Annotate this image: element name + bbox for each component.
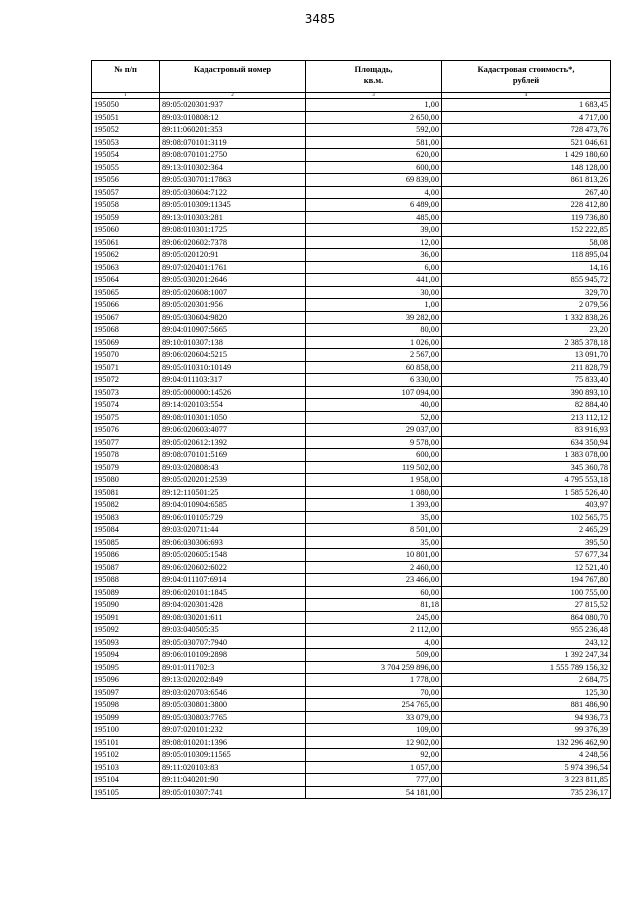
- table-row: [92, 336, 611, 349]
- cadastral-cost: 57 677,34: [442, 549, 611, 562]
- cadastral-cost: 403,97: [442, 499, 611, 512]
- area-value: 119 502,00: [306, 461, 442, 474]
- cadastral-number: 89:11:060201:353: [160, 124, 306, 137]
- table-row: [92, 374, 611, 387]
- area-value: 441,00: [306, 274, 442, 287]
- area-value: 592,00: [306, 124, 442, 137]
- area-value: 1 778,00: [306, 674, 442, 687]
- area-value: 6 330,00: [306, 374, 442, 387]
- cadastral-cost: 1 332 838,26: [442, 311, 611, 324]
- cadastral-number: 89:05:030201:2646: [160, 274, 306, 287]
- cadastral-cost: 94 936,73: [442, 711, 611, 724]
- row-number: 195080: [92, 474, 160, 487]
- row-number: 195104: [92, 774, 160, 787]
- row-number: 195082: [92, 499, 160, 512]
- row-number: 195090: [92, 599, 160, 612]
- row-number: 195068: [92, 324, 160, 337]
- row-number: 195088: [92, 574, 160, 587]
- table-row: [92, 499, 611, 512]
- area-value: 777,00: [306, 774, 442, 787]
- row-number: 195064: [92, 274, 160, 287]
- page-number: 3485: [304, 12, 336, 26]
- row-number: 195084: [92, 524, 160, 537]
- cadastral-number: 89:05:020612:1392: [160, 436, 306, 449]
- cadastral-cost: 735 236,17: [442, 786, 611, 799]
- cadastral-number: 89:13:020202:849: [160, 674, 306, 687]
- cadastral-number: 89:06:020604:5215: [160, 349, 306, 362]
- row-number: 195073: [92, 386, 160, 399]
- cadastral-cost: 864 080,70: [442, 611, 611, 624]
- header-area: Площадь, кв.м.: [306, 61, 442, 93]
- area-value: 9 578,00: [306, 436, 442, 449]
- cadastral-number: 89:05:030604:9820: [160, 311, 306, 324]
- area-value: 3 704 259 896,00: [306, 661, 442, 674]
- cadastral-number: 89:08:070101:3119: [160, 136, 306, 149]
- table-row: [92, 699, 611, 712]
- cadastral-cost: 634 350,94: [442, 436, 611, 449]
- area-value: 6,00: [306, 261, 442, 274]
- cadastral-number: 89:06:020602:6022: [160, 561, 306, 574]
- area-value: 1 057,00: [306, 761, 442, 774]
- area-value: 245,00: [306, 611, 442, 624]
- cadastral-number: 89:03:020808:43: [160, 461, 306, 474]
- table-row: [92, 299, 611, 312]
- area-value: 12 902,00: [306, 736, 442, 749]
- cadastral-cost: 521 046,61: [442, 136, 611, 149]
- row-number: 195077: [92, 436, 160, 449]
- row-number: 195086: [92, 549, 160, 562]
- cadastral-cost: 12 521,40: [442, 561, 611, 574]
- cadastral-cost: 2 465,29: [442, 524, 611, 537]
- cadastral-number: 89:08:010301:1050: [160, 411, 306, 424]
- cadastral-table: [91, 60, 611, 799]
- row-number: 195102: [92, 749, 160, 762]
- cadastral-cost: 881 486,90: [442, 699, 611, 712]
- table-body: [92, 99, 611, 799]
- cadastral-number: 89:07:020101:232: [160, 724, 306, 737]
- cadastral-cost: 75 833,40: [442, 374, 611, 387]
- area-value: 30,00: [306, 286, 442, 299]
- row-number: 195087: [92, 561, 160, 574]
- row-number: 195076: [92, 424, 160, 437]
- cadastral-number: 89:03:010808:12: [160, 111, 306, 124]
- cadastral-number: 89:05:010309:11345: [160, 199, 306, 212]
- cadastral-number: 89:08:010301:1725: [160, 224, 306, 237]
- table-row: [92, 599, 611, 612]
- area-value: 40,00: [306, 399, 442, 412]
- cadastral-cost: 4 248,56: [442, 749, 611, 762]
- table-row: [92, 774, 611, 787]
- area-value: 39 282,00: [306, 311, 442, 324]
- table-row: [92, 386, 611, 399]
- cadastral-cost: 955 236,48: [442, 624, 611, 637]
- cadastral-number: 89:05:000000:14526: [160, 386, 306, 399]
- table-row: [92, 786, 611, 799]
- cadastral-number: 89:08:070101:2750: [160, 149, 306, 162]
- table-row: [92, 349, 611, 362]
- cadastral-cost: 855 945,72: [442, 274, 611, 287]
- cadastral-number: 89:03:020711:44: [160, 524, 306, 537]
- row-number: 195105: [92, 786, 160, 799]
- row-number: 195066: [92, 299, 160, 312]
- table-row: [92, 624, 611, 637]
- cadastral-number: 89:04:010907:5665: [160, 324, 306, 337]
- cadastral-cost: 1 555 789 156,32: [442, 661, 611, 674]
- row-number: 195103: [92, 761, 160, 774]
- cadastral-number: 89:05:030701:17863: [160, 174, 306, 187]
- cadastral-number: 89:05:030803:7765: [160, 711, 306, 724]
- cadastral-number: 89:05:020301:937: [160, 99, 306, 112]
- area-value: 1,00: [306, 299, 442, 312]
- cadastral-number: 89:01:011702:3: [160, 661, 306, 674]
- area-value: 12,00: [306, 236, 442, 249]
- table-row: [92, 649, 611, 662]
- area-value: 35,00: [306, 511, 442, 524]
- cadastral-cost: 2 385 378,18: [442, 336, 611, 349]
- area-value: 1 080,00: [306, 486, 442, 499]
- table-row: [92, 399, 611, 412]
- row-number: 195060: [92, 224, 160, 237]
- cadastral-number: 89:05:010309:11565: [160, 749, 306, 762]
- row-number: 195097: [92, 686, 160, 699]
- cadastral-cost: 5 974 396,54: [442, 761, 611, 774]
- row-number: 195072: [92, 374, 160, 387]
- row-number: 195061: [92, 236, 160, 249]
- cadastral-number: 89:06:020101:1845: [160, 586, 306, 599]
- cadastral-number: 89:13:010302:364: [160, 161, 306, 174]
- cadastral-number: 89:08:010201:1396: [160, 736, 306, 749]
- cadastral-number: 89:05:020301:956: [160, 299, 306, 312]
- column-number: 1: [92, 93, 160, 99]
- cadastral-number: 89:06:030306:693: [160, 536, 306, 549]
- cadastral-number: 89:03:020703:6546: [160, 686, 306, 699]
- row-number: 195056: [92, 174, 160, 187]
- cadastral-cost: 13 091,70: [442, 349, 611, 362]
- table-row: [92, 249, 611, 262]
- area-value: 29 037,00: [306, 424, 442, 437]
- table-row: [92, 224, 611, 237]
- row-number: 195098: [92, 699, 160, 712]
- area-value: 2 460,00: [306, 561, 442, 574]
- cadastral-number: 89:04:020301:428: [160, 599, 306, 612]
- table-row: [92, 724, 611, 737]
- table-row: [92, 586, 611, 599]
- row-number: 195071: [92, 361, 160, 374]
- area-value: 10 801,00: [306, 549, 442, 562]
- row-number: 195094: [92, 649, 160, 662]
- row-number: 195101: [92, 736, 160, 749]
- area-value: 80,00: [306, 324, 442, 337]
- table-row: [92, 286, 611, 299]
- header-row: [92, 61, 611, 93]
- cadastral-number: 89:08:070101:5169: [160, 449, 306, 462]
- area-value: 2 112,00: [306, 624, 442, 637]
- cadastral-cost: 194 767,80: [442, 574, 611, 587]
- cadastral-cost: 1 429 180,60: [442, 149, 611, 162]
- row-number: 195091: [92, 611, 160, 624]
- cadastral-number: 89:05:030604:7122: [160, 186, 306, 199]
- cadastral-cost: 27 815,52: [442, 599, 611, 612]
- area-value: 6 489,00: [306, 199, 442, 212]
- cadastral-cost: 125,30: [442, 686, 611, 699]
- table-row: [92, 749, 611, 762]
- cadastral-cost: 1 585 526,40: [442, 486, 611, 499]
- row-number: 195069: [92, 336, 160, 349]
- area-value: 2 650,00: [306, 111, 442, 124]
- table-row: [92, 574, 611, 587]
- table-row: [92, 274, 611, 287]
- cadastral-cost: 100 755,00: [442, 586, 611, 599]
- row-number: 195081: [92, 486, 160, 499]
- cadastral-number: 89:04:011107:6914: [160, 574, 306, 587]
- area-value: 2 567,00: [306, 349, 442, 362]
- cadastral-cost: 99 376,39: [442, 724, 611, 737]
- area-value: 92,00: [306, 749, 442, 762]
- table-row: [92, 149, 611, 162]
- table-row: [92, 436, 611, 449]
- table-row: [92, 424, 611, 437]
- cadastral-number: 89:05:010310:10149: [160, 361, 306, 374]
- area-value: 254 765,00: [306, 699, 442, 712]
- table-row: [92, 236, 611, 249]
- header-cadastral-number: Кадастровый номер: [160, 61, 306, 93]
- cadastral-cost: 2 079,56: [442, 299, 611, 312]
- row-number: 195067: [92, 311, 160, 324]
- cadastral-cost: 4 717,00: [442, 111, 611, 124]
- cadastral-number: 89:10:010307:138: [160, 336, 306, 349]
- area-value: 1 958,00: [306, 474, 442, 487]
- table-row: [92, 124, 611, 137]
- cadastral-cost: 345 360,78: [442, 461, 611, 474]
- cadastral-number: 89:05:020120:91: [160, 249, 306, 262]
- table-row: [92, 136, 611, 149]
- row-number: 195079: [92, 461, 160, 474]
- cadastral-cost: 1 392 247,34: [442, 649, 611, 662]
- table-row: [92, 199, 611, 212]
- row-number: 195099: [92, 711, 160, 724]
- table-row: [92, 661, 611, 674]
- cadastral-cost: 14,16: [442, 261, 611, 274]
- area-value: 60 858,00: [306, 361, 442, 374]
- cadastral-cost: 211 828,79: [442, 361, 611, 374]
- area-value: 81,18: [306, 599, 442, 612]
- area-value: 60,00: [306, 586, 442, 599]
- row-number: 195085: [92, 536, 160, 549]
- cadastral-cost: 1 683,45: [442, 99, 611, 112]
- area-value: 4,00: [306, 186, 442, 199]
- row-number: 195070: [92, 349, 160, 362]
- area-value: 581,00: [306, 136, 442, 149]
- row-number: 195057: [92, 186, 160, 199]
- cadastral-number: 89:05:010307:741: [160, 786, 306, 799]
- row-number: 195058: [92, 199, 160, 212]
- row-number: 195093: [92, 636, 160, 649]
- table-row: [92, 511, 611, 524]
- table-row: [92, 411, 611, 424]
- row-number: 195074: [92, 399, 160, 412]
- table-row: [92, 636, 611, 649]
- row-number: 195055: [92, 161, 160, 174]
- area-value: 69 839,00: [306, 174, 442, 187]
- table-row: [92, 674, 611, 687]
- area-value: 600,00: [306, 161, 442, 174]
- header-cadastral-cost: Кадастровая стоимость*, рублей: [442, 61, 611, 93]
- row-number: 195096: [92, 674, 160, 687]
- area-value: 33 079,00: [306, 711, 442, 724]
- cadastral-number: 89:05:020201:2539: [160, 474, 306, 487]
- area-value: 620,00: [306, 149, 442, 162]
- table-row: [92, 174, 611, 187]
- cadastral-number: 89:03:040505:35: [160, 624, 306, 637]
- cadastral-number: 89:14:020103:554: [160, 399, 306, 412]
- cadastral-number: 89:06:010109:2898: [160, 649, 306, 662]
- area-value: 23 466,00: [306, 574, 442, 587]
- cadastral-cost: 228 412,80: [442, 199, 611, 212]
- cadastral-number: 89:13:010303:281: [160, 211, 306, 224]
- cadastral-cost: 243,12: [442, 636, 611, 649]
- area-value: 52,00: [306, 411, 442, 424]
- cadastral-cost: 267,40: [442, 186, 611, 199]
- table-row: [92, 111, 611, 124]
- row-number: 195089: [92, 586, 160, 599]
- cadastral-number: 89:06:020603:4077: [160, 424, 306, 437]
- cadastral-number: 89:05:020608:1007: [160, 286, 306, 299]
- table-row: [92, 736, 611, 749]
- area-value: 1,00: [306, 99, 442, 112]
- table-row: [92, 99, 611, 112]
- row-number: 195083: [92, 511, 160, 524]
- cadastral-cost: 132 296 462,90: [442, 736, 611, 749]
- column-number: 3: [306, 93, 442, 99]
- area-value: 4,00: [306, 636, 442, 649]
- cadastral-number: 89:05:020605:1548: [160, 549, 306, 562]
- row-number: 195095: [92, 661, 160, 674]
- cadastral-number: 89:04:010904:6585: [160, 499, 306, 512]
- cadastral-cost: 2 684,75: [442, 674, 611, 687]
- table-row: [92, 161, 611, 174]
- cadastral-cost: 58,08: [442, 236, 611, 249]
- cadastral-number: 89:04:011103:317: [160, 374, 306, 387]
- table-row: [92, 561, 611, 574]
- cadastral-number: 89:05:030707:7940: [160, 636, 306, 649]
- table-row: [92, 536, 611, 549]
- column-number: 2: [160, 93, 306, 99]
- cadastral-number: 89:11:040201:90: [160, 774, 306, 787]
- area-value: 8 501,00: [306, 524, 442, 537]
- table-row: [92, 474, 611, 487]
- row-number: 195052: [92, 124, 160, 137]
- cadastral-cost: 3 223 811,85: [442, 774, 611, 787]
- cadastral-number: 89:07:020401:1761: [160, 261, 306, 274]
- cadastral-cost: 861 813,26: [442, 174, 611, 187]
- row-number: 195078: [92, 449, 160, 462]
- area-value: 107 094,00: [306, 386, 442, 399]
- table-row: [92, 324, 611, 337]
- row-number: 195063: [92, 261, 160, 274]
- table-row: [92, 449, 611, 462]
- table-row: [92, 761, 611, 774]
- row-number: 195053: [92, 136, 160, 149]
- row-number: 195062: [92, 249, 160, 262]
- cadastral-cost: 213 112,12: [442, 411, 611, 424]
- cadastral-cost: 148 128,00: [442, 161, 611, 174]
- cadastral-number: 89:06:020602:7378: [160, 236, 306, 249]
- area-value: 109,00: [306, 724, 442, 737]
- row-number: 195051: [92, 111, 160, 124]
- table-row: [92, 686, 611, 699]
- table-row: [92, 611, 611, 624]
- cadastral-number: 89:08:030201:611: [160, 611, 306, 624]
- cadastral-cost: 82 884,40: [442, 399, 611, 412]
- cadastral-number: 89:12:110501:25: [160, 486, 306, 499]
- area-value: 1 026,00: [306, 336, 442, 349]
- cadastral-cost: 102 565,75: [442, 511, 611, 524]
- row-number: 195065: [92, 286, 160, 299]
- table-row: [92, 361, 611, 374]
- cadastral-cost: 23,20: [442, 324, 611, 337]
- row-number: 195050: [92, 99, 160, 112]
- area-value: 35,00: [306, 536, 442, 549]
- area-value: 1 393,00: [306, 499, 442, 512]
- area-value: 485,00: [306, 211, 442, 224]
- table-row: [92, 549, 611, 562]
- area-value: 36,00: [306, 249, 442, 262]
- column-number: 4: [442, 93, 611, 99]
- cadastral-cost: 395,50: [442, 536, 611, 549]
- cadastral-number: 89:11:020103:83: [160, 761, 306, 774]
- row-number: 195100: [92, 724, 160, 737]
- table-row: [92, 524, 611, 537]
- cadastral-cost: 118 895,04: [442, 249, 611, 262]
- table-row: [92, 261, 611, 274]
- table-row: [92, 461, 611, 474]
- row-number: 195054: [92, 149, 160, 162]
- cadastral-number: 89:05:030801:3800: [160, 699, 306, 712]
- row-number: 195059: [92, 211, 160, 224]
- area-value: 600,00: [306, 449, 442, 462]
- row-number: 195092: [92, 624, 160, 637]
- cadastral-cost: 83 916,93: [442, 424, 611, 437]
- table-row: [92, 711, 611, 724]
- area-value: 39,00: [306, 224, 442, 237]
- cadastral-cost: 390 893,10: [442, 386, 611, 399]
- table-row: [92, 311, 611, 324]
- cadastral-cost: 152 222,85: [442, 224, 611, 237]
- header-num: № п/п: [92, 61, 160, 93]
- cadastral-number: 89:06:010105:729: [160, 511, 306, 524]
- cadastral-cost: 1 383 078,00: [442, 449, 611, 462]
- area-value: 54 181,00: [306, 786, 442, 799]
- table-row: [92, 486, 611, 499]
- cadastral-cost: 329,70: [442, 286, 611, 299]
- area-value: 70,00: [306, 686, 442, 699]
- cadastral-cost: 4 795 553,18: [442, 474, 611, 487]
- cadastral-cost: 728 473,76: [442, 124, 611, 137]
- row-number: 195075: [92, 411, 160, 424]
- area-value: 509,00: [306, 649, 442, 662]
- cadastral-cost: 119 736,80: [442, 211, 611, 224]
- table-row: [92, 186, 611, 199]
- table-row: [92, 211, 611, 224]
